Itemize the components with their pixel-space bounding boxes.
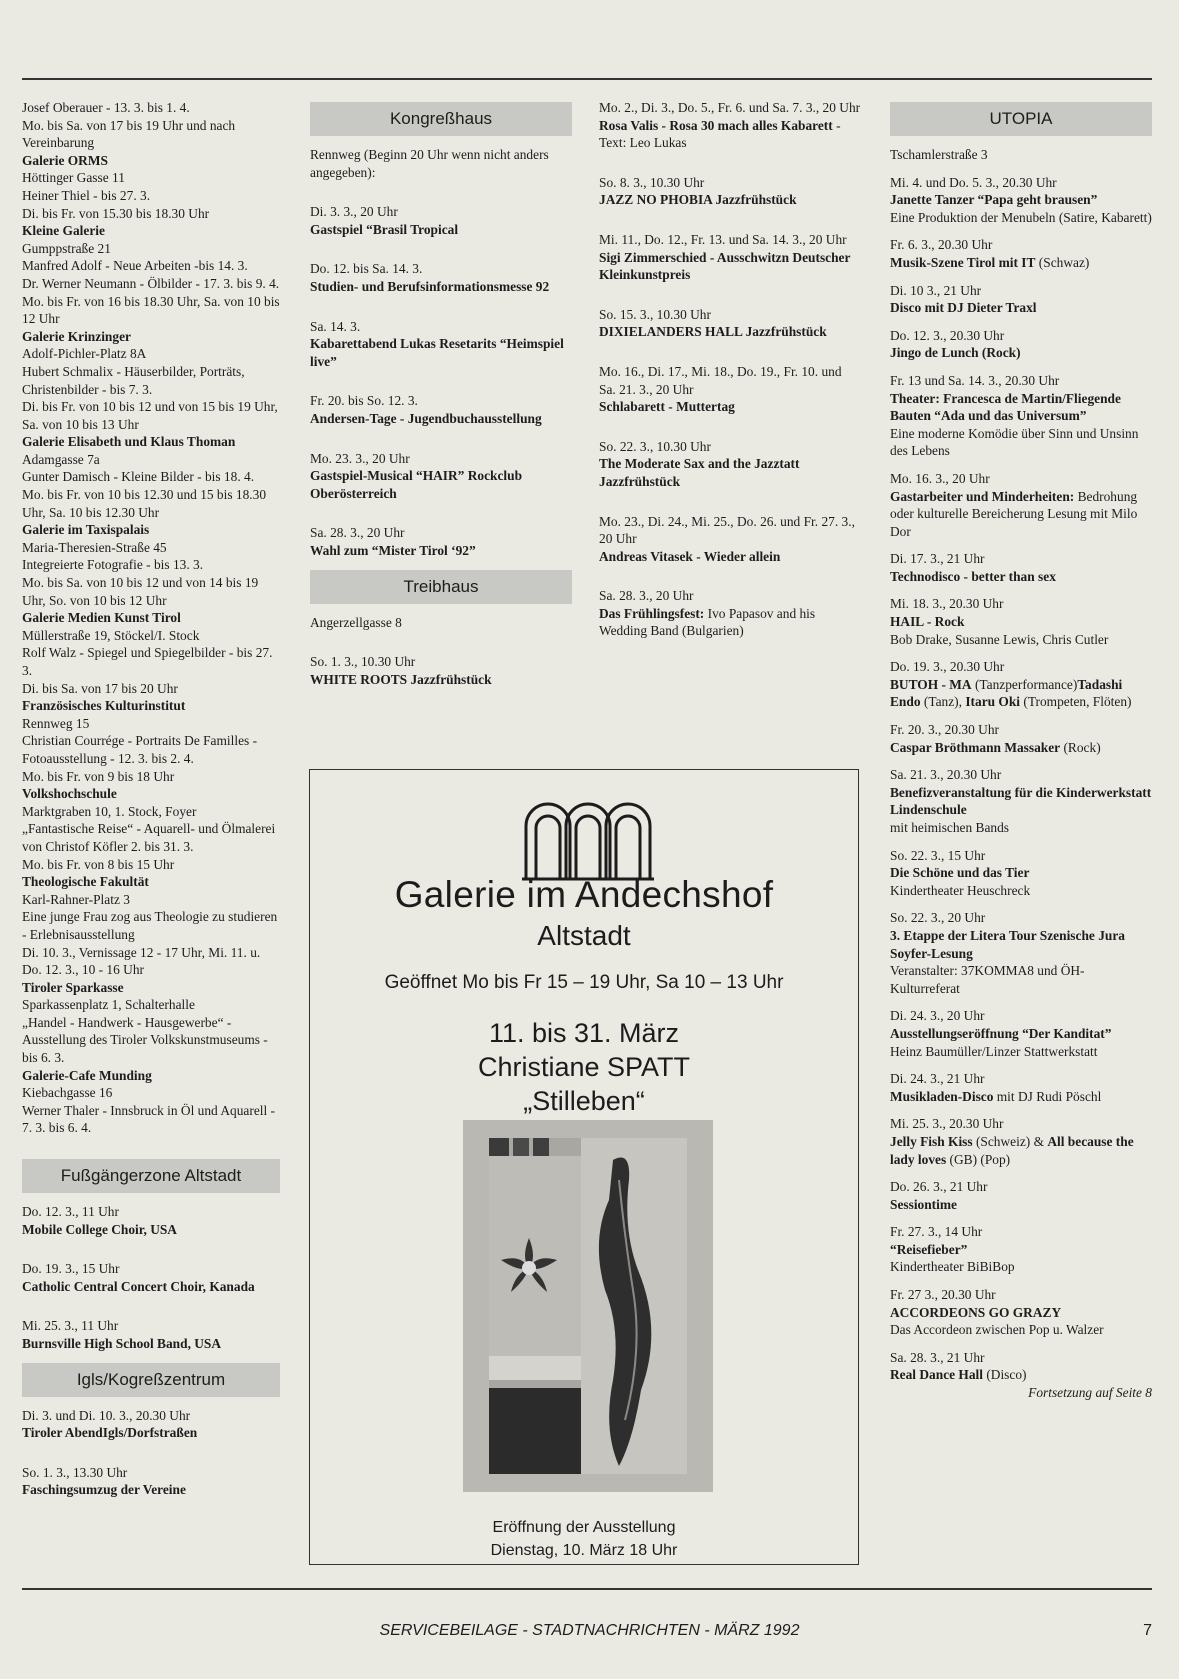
gallery-name: Galerie Krinzinger: [22, 328, 131, 344]
igls-event: [22, 1407, 280, 1442]
event-title-line: [890, 568, 1152, 586]
event-title: Sessiontime: [890, 1196, 957, 1212]
event-date: Do. 12. 3., 11 Uhr: [22, 1204, 119, 1220]
gallery-name: Galerie-Cafe Munding: [22, 1067, 152, 1083]
gallery-detail: Mo. bis Sa. von 17 bis 19 Uhr und nach Vereinbarung: [22, 117, 236, 151]
treibhaus-program-event: [599, 587, 861, 640]
arches-logo: [518, 786, 658, 882]
event-date: So. 22. 3., 15 Uhr: [890, 847, 986, 863]
event-title-line: [599, 117, 861, 152]
treibhaus-program-event: [599, 363, 861, 416]
gallery-detail: Adamgasse 7a: [22, 451, 100, 467]
event-title-line: [890, 390, 1152, 425]
event-note: - Text: Leo Lukas: [599, 117, 841, 151]
event-title-line: [890, 254, 1152, 272]
kongresshaus-event: [310, 318, 572, 371]
fussgaengerzone-events: [22, 1203, 280, 1353]
event-note: (Schweiz) &: [972, 1133, 1048, 1149]
event-date: Fr. 27 3., 20.30 Uhr: [890, 1287, 996, 1303]
section-header-igls: Igls/Kogreßzentrum: [22, 1363, 280, 1397]
ad-location: Altstadt: [537, 920, 631, 951]
event-date: So. 1. 3., 13.30 Uhr: [22, 1464, 128, 1480]
treibhaus-program-event: [599, 231, 861, 284]
event-note: (Rock): [1060, 739, 1101, 755]
event-title: Wahl zum “Mister Tirol ‘92”: [310, 542, 476, 558]
event-title-line: [890, 1366, 1152, 1384]
event-title: Sigi Zimmerschied - Ausschwitzn Deutscher Kleinkunstpreis: [599, 249, 851, 283]
gallery-detail: Rolf Walz - Spiegel und Spiegelbilder - bis 27. 3.: [22, 645, 273, 678]
event-title-line: [890, 739, 1152, 757]
event-date: Mo. 23. 3., 20 Uhr: [310, 450, 410, 466]
utopia-event: [890, 1286, 1152, 1339]
utopia-event: [890, 174, 1152, 227]
event-title: Tadashi Endo: [890, 676, 1123, 710]
event-title-line: [890, 927, 1152, 962]
event-title: Tiroler AbendIgls/Dorfstraßen: [22, 1425, 198, 1441]
event-date: Mi. 11., Do. 12., Fr. 13. und Sa. 14. 3., 20 Uhr: [599, 231, 847, 247]
gallery-detail: „Fantastische Reise“ - Aquarell- und Ölmalerei von Christof Köfler 2. bis 31. 3.: [22, 821, 276, 854]
ad-opening-label: Eröffnung der Ausstellung: [492, 1519, 676, 1536]
event-title-line: [890, 676, 1152, 711]
kongresshaus-event: [310, 524, 572, 559]
event-date: Fr. 20. bis So. 12. 3.: [310, 393, 418, 409]
gallery-detail: Mo. bis Fr. von 9 bis 18 Uhr: [22, 768, 175, 784]
event-title-line: [599, 191, 861, 209]
event-title-line: [890, 864, 1152, 882]
gallery-detail: Di. 10. 3., Vernissage 12 - 17 Uhr, Mi. 11. u. Do. 12. 3., 10 - 16 Uhr: [22, 944, 261, 978]
event-note: mit DJ Rudi Pöschl: [993, 1088, 1102, 1104]
event-title: Ausstellungseröffnung “Der Kanditat”: [890, 1025, 1112, 1041]
treibhaus-program-event: [599, 99, 861, 152]
artwork-image: [463, 1120, 713, 1492]
event-title: HAIL - Rock: [890, 614, 965, 630]
gallery-name: Galerie Elisabeth und Klaus Thoman: [22, 434, 236, 450]
event-description: Kindertheater BiBiBop: [890, 1259, 1015, 1275]
event-title: Disco mit DJ Dieter Traxl: [890, 300, 1037, 316]
treibhaus-address: Angerzellgasse 8: [310, 614, 402, 630]
event-date: So. 22. 3., 10.30 Uhr: [599, 438, 711, 454]
treibhaus-event: [310, 653, 572, 688]
event-date: Do. 12. bis Sa. 14. 3.: [310, 261, 423, 277]
page-number: 7: [1143, 1622, 1152, 1639]
utopia-event: [890, 1178, 1152, 1213]
event-date: Fr. 13 und Sa. 14. 3., 20.30 Uhr: [890, 372, 1060, 388]
treibhaus-program-event: [599, 306, 861, 341]
event-date: Mo. 2., Di. 3., Do. 5., Fr. 6. und Sa. 7. 3., 20 Uhr: [599, 100, 861, 115]
fussgaengerzone-event: [22, 1260, 280, 1295]
gallery-detail: Mo. bis Fr. von 16 bis 18.30 Uhr, Sa. von 10 bis 12 Uhr: [22, 293, 280, 327]
gallery-detail: Hubert Schmalix - Häuserbilder, Porträts, Christenbilder - bis 7. 3.: [22, 363, 245, 397]
gallery-detail: Mo. bis Sa. von 10 bis 12 und von 14 bis 19 Uhr, So. von 10 bis 12 Uhr: [22, 575, 259, 608]
event-date: Mo. 16., Di. 17., Mi. 18., Do. 19., Fr. 10. und Sa. 21. 3., 20 Uhr: [599, 363, 842, 397]
event-title: Technodisco - better than sex: [890, 568, 1056, 584]
event-title: Catholic Central Concert Choir, Kanada: [22, 1278, 255, 1294]
event-date: Do. 26. 3., 21 Uhr: [890, 1179, 988, 1195]
ad-artist: Christiane SPATT: [477, 1052, 691, 1082]
event-title: Jelly Fish Kiss: [890, 1133, 973, 1149]
event-date: So. 8. 3., 10.30 Uhr: [599, 174, 705, 190]
utopia-event: [890, 236, 1152, 271]
gallery-detail: Kiebachgasse 16: [22, 1085, 113, 1101]
event-title-line: [890, 1133, 1152, 1168]
event-title: Theater: Francesca de Martin/Fliegende Bauten “Ada und das Universum”: [890, 390, 1121, 424]
gallery-detail: Di. bis Fr. von 15.30 bis 18.30 Uhr: [22, 205, 210, 221]
gallery-detail: Karl-Rahner-Platz 3: [22, 891, 130, 907]
event-date: Do. 19. 3., 20.30 Uhr: [890, 659, 1005, 675]
event-title-line: [599, 548, 861, 566]
event-title: Andersen-Tage - Jugendbuchausstellung: [310, 410, 542, 426]
gallery-advertisement: [309, 769, 859, 1565]
event-title-line: [599, 605, 861, 640]
kongresshaus-event: [310, 450, 572, 503]
event-title-line: [890, 191, 1152, 209]
section-header-kongresshaus: Kongreßhaus: [310, 102, 572, 136]
utopia-event: [890, 327, 1152, 362]
event-description: Bob Drake, Susanne Lewis, Chris Cutler: [890, 631, 1109, 647]
utopia-event: [890, 282, 1152, 317]
event-title-line: [890, 1088, 1152, 1106]
event-date: Di. 24. 3., 20 Uhr: [890, 1008, 985, 1024]
event-description: Das Accordeon zwischen Pop u. Walzer: [890, 1322, 1104, 1338]
event-date: Di. 24. 3., 21 Uhr: [890, 1071, 985, 1087]
utopia-event: [890, 595, 1152, 648]
gallery-name: Galerie Medien Kunst Tirol: [22, 610, 181, 626]
section-header-fussgaengerzone: Fußgängerzone Altstadt: [22, 1159, 280, 1193]
event-note: (Trompeten, Flöten): [1020, 694, 1132, 710]
gallery-detail: Maria-Theresien-Straße 45: [22, 539, 167, 555]
event-title: Benefizveranstaltung für die Kinderwerkstatt Lindenschule: [890, 784, 1152, 818]
event-title: “Reisefieber”: [890, 1241, 968, 1257]
event-date: Fr. 20. 3., 20.30 Uhr: [890, 722, 999, 738]
event-title-line: [890, 1196, 1152, 1214]
gallery-detail: Di. bis Fr. von 10 bis 12 und von 15 bis 19 Uhr, Sa. von 10 bis 13 Uhr: [22, 399, 278, 432]
utopia-event: [890, 721, 1152, 756]
event-description: Heinz Baumüller/Linzer Stattwerkstatt: [890, 1043, 1098, 1059]
event-description: Veranstalter: 37KOMMA8 und ÖH-Kulturreferat: [890, 963, 1085, 996]
event-title: DIXIELANDERS HALL Jazzfrühstück: [599, 324, 827, 340]
event-date: Sa. 28. 3., 20 Uhr: [599, 588, 694, 604]
event-title: Musik-Szene Tirol mit IT: [890, 254, 1036, 270]
gallery-detail: Eine junge Frau zog aus Theologie zu studieren - Erlebnisausstellung: [22, 909, 278, 942]
treibhaus-program-event: [599, 174, 861, 209]
event-date: Di. 3. 3., 20 Uhr: [310, 204, 398, 220]
kongresshaus-event: [310, 392, 572, 427]
treibhaus-program-event: [599, 513, 861, 566]
event-title-line: [890, 613, 1152, 631]
event-title: Kabarettabend Lukas Resetarits “Heimspiel live”: [310, 336, 564, 369]
event-title-line: [890, 784, 1152, 819]
event-title: Mobile College Choir, USA: [22, 1221, 177, 1237]
gallery-detail: Di. bis Sa. von 17 bis 20 Uhr: [22, 680, 178, 696]
column-utopia: [890, 102, 1152, 1402]
page-footer: SERVICEBEILAGE - STADTNACHRICHTEN - MÄRZ 1992: [379, 1622, 800, 1639]
utopia-event: [890, 847, 1152, 900]
utopia-event: [890, 1223, 1152, 1276]
gallery-name: Theologische Fakultät: [22, 874, 149, 890]
event-note: Ivo Papasov and his Wedding Band (Bulgarien): [599, 605, 816, 639]
event-date: Fr. 27. 3., 14 Uhr: [890, 1224, 983, 1240]
event-title: The Moderate Sax and the Jazztatt Jazzfrühstück: [599, 456, 800, 489]
utopia-event: [890, 1070, 1152, 1105]
event-title: Andreas Vitasek - Wieder allein: [599, 548, 781, 564]
event-title: All because the lady loves: [890, 1133, 1134, 1167]
gallery-detail: Integreierte Fotografie - bis 13. 3.: [22, 557, 204, 573]
treibhaus-program: [599, 99, 861, 640]
ad-gallery-name: Galerie im Andechshof: [394, 874, 774, 915]
event-title: Gastspiel “Brasil Tropical: [310, 221, 459, 237]
gallery-detail: Werner Thaler - Innsbruck in Öl und Aquarell - 7. 3. bis 6. 4.: [22, 1102, 276, 1136]
event-title: Burnsville High School Band, USA: [22, 1336, 222, 1351]
utopia-event: [890, 1115, 1152, 1168]
event-title-line: [599, 455, 861, 490]
gallery-detail: Josef Oberauer - 13. 3. bis 1. 4.: [22, 100, 190, 115]
event-title: Musikladen-Disco: [890, 1088, 994, 1104]
event-title: WHITE ROOTS Jazzfrühstück: [310, 671, 492, 687]
event-date: Sa. 28. 3., 21 Uhr: [890, 1349, 985, 1365]
gallery-name: Galerie im Taxispalais: [22, 522, 150, 538]
gallery-detail: Dr. Werner Neumann - Ölbilder - 17. 3. bis 9. 4.: [22, 275, 280, 291]
column-treibhaus-continued: [599, 99, 861, 640]
event-note: (Tanzperformance): [971, 676, 1078, 692]
ad-date-range: 11. bis 31. März: [488, 1018, 680, 1048]
event-title: Janette Tanzer “Papa geht brausen”: [890, 192, 1098, 208]
gallery-detail: Heiner Thiel - bis 27. 3.: [22, 187, 151, 203]
event-title: ACCORDEONS GO GRAZY: [890, 1304, 1062, 1320]
event-date: Mo. 23., Di. 24., Mi. 25., Do. 26. und Fr. 27. 3., 20 Uhr: [599, 513, 855, 547]
event-title-line: [599, 323, 861, 341]
event-title: Schlabarett - Muttertag: [599, 399, 735, 415]
event-date: Mo. 16. 3., 20 Uhr: [890, 470, 990, 486]
kongresshaus-event: [310, 203, 572, 238]
event-title: Rosa Valis - Rosa 30 mach alles Kabarett: [599, 117, 833, 133]
gallery-detail: Gunter Damisch - Kleine Bilder - bis 18. 4.: [22, 469, 255, 485]
treibhaus-program-event: [599, 438, 861, 491]
utopia-event: [890, 909, 1152, 997]
gallery-detail: Mo. bis Fr. von 8 bis 15 Uhr: [22, 856, 175, 872]
event-title-line: [890, 488, 1152, 541]
ad-opening-date: Dienstag, 10. März 18 Uhr: [490, 1542, 678, 1559]
utopia-event: [890, 1349, 1152, 1384]
gallery-name: Tiroler Sparkasse: [22, 979, 124, 995]
event-date: Sa. 14. 3.: [310, 318, 361, 334]
section-header-utopia: UTOPIA: [890, 102, 1152, 136]
igls-event: [22, 1464, 280, 1499]
event-title: Gastarbeiter und Minderheiten:: [890, 488, 1075, 504]
event-title: Studien- und Berufsinformationsmesse 92: [310, 278, 550, 294]
gallery-name: Galerie ORMS: [22, 152, 108, 168]
event-description: Kindertheater Heuschreck: [890, 882, 1031, 898]
event-title: BUTOH - MA: [890, 676, 972, 692]
treibhaus-events: [310, 631, 572, 688]
gallery-detail: Höttinger Gasse 11: [22, 170, 125, 186]
kongresshaus-events: [310, 181, 572, 559]
continued-note: Fortsetzung auf Seite 8: [1028, 1385, 1152, 1401]
gallery-detail: „Handel - Handwerk - Hausgewerbe“ - Ausstellung des Tiroler Volkskunstmuseums - bis 6. 3.: [22, 1014, 268, 1066]
fussgaengerzone-event: [22, 1203, 280, 1238]
gallery-name: Kleine Galerie: [22, 223, 105, 239]
event-date: Do. 19. 3., 15 Uhr: [22, 1261, 120, 1277]
utopia-events: [890, 164, 1152, 1384]
event-date: Sa. 28. 3., 20 Uhr: [310, 525, 405, 541]
event-date: Do. 12. 3., 20.30 Uhr: [890, 327, 1005, 343]
event-title: Gastspiel-Musical “HAIR” Rockclub Oberösterreich: [310, 468, 523, 501]
event-title-line: [890, 1025, 1152, 1043]
event-description: mit heimischen Bands: [890, 820, 1010, 835]
gallery-list: [22, 99, 280, 1137]
column-galleries: [22, 99, 280, 1499]
kongresshaus-event: [310, 260, 572, 295]
gallery-detail: Manfred Adolf - Neue Arbeiten -bis 14. 3.: [22, 258, 248, 274]
gallery-detail: Adolf-Pichler-Platz 8A: [22, 346, 147, 362]
gallery-detail: Rennweg 15: [22, 715, 90, 731]
event-date: Mi. 25. 3., 11 Uhr: [22, 1318, 119, 1334]
event-note: (Schwaz): [1035, 254, 1090, 270]
event-date: Di. 10 3., 21 Uhr: [890, 282, 982, 298]
event-note: Bedrohung oder kulturelle Bereicherung Lesung mit Milo Dor: [890, 488, 1138, 539]
event-date: Sa. 21. 3., 20.30 Uhr: [890, 767, 1002, 783]
event-description: Eine moderne Komödie über Sinn und Unsinn des Lebens: [890, 425, 1139, 459]
gallery-detail: Müllerstraße 19, Stöckel/I. Stock: [22, 627, 200, 643]
utopia-event: [890, 1007, 1152, 1060]
utopia-address: Tschamlerstraße 3: [890, 147, 988, 162]
event-title-line: [599, 398, 861, 416]
gallery-detail: Sparkassenplatz 1, Schalterhalle: [22, 997, 195, 1013]
column-kongresshaus: [310, 102, 572, 688]
event-description: Eine Produktion der Menubeln (Satire, Kabarett): [890, 209, 1152, 225]
event-title: Die Schöne und das Tier: [890, 865, 1030, 881]
event-date: So. 22. 3., 20 Uhr: [890, 910, 986, 926]
ad-work-title: „Stilleben“: [523, 1086, 645, 1116]
event-title: Jingo de Lunch (Rock): [890, 345, 1021, 361]
gallery-name: Französisches Kulturinstitut: [22, 698, 186, 714]
event-date: Mi. 25. 3., 20.30 Uhr: [890, 1116, 1004, 1132]
event-date: Di. 3. und Di. 10. 3., 20.30 Uhr: [22, 1407, 191, 1423]
event-title: Real Dance Hall: [890, 1367, 983, 1383]
event-note: (Disco): [982, 1367, 1027, 1383]
event-title: Caspar Bröthmann Massaker: [890, 739, 1061, 755]
event-title-line: [599, 249, 861, 284]
gallery-name: Volkshochschule: [22, 786, 117, 802]
utopia-event: [890, 470, 1152, 540]
event-title-line: [890, 1304, 1152, 1322]
gallery-detail: Marktgraben 10, 1. Stock, Foyer: [22, 803, 197, 819]
event-note: (GB) (Pop): [946, 1151, 1011, 1167]
igls-events: [22, 1407, 280, 1499]
fussgaengerzone-event: [22, 1317, 280, 1352]
event-date: So. 15. 3., 10.30 Uhr: [599, 306, 711, 322]
event-date: Mi. 4. und Do. 5. 3., 20.30 Uhr: [890, 174, 1057, 190]
event-date: Mi. 18. 3., 20.30 Uhr: [890, 596, 1004, 612]
event-date: So. 1. 3., 10.30 Uhr: [310, 654, 416, 670]
event-date: Fr. 6. 3., 20.30 Uhr: [890, 237, 993, 253]
event-note: (Tanz),: [920, 694, 966, 710]
gallery-detail: Gumppstraße 21: [22, 240, 111, 256]
section-header-treibhaus: Treibhaus: [310, 570, 572, 604]
event-title: JAZZ NO PHOBIA Jazzfrühstück: [599, 192, 797, 208]
gallery-detail: Christian Courrége - Portraits De Familles - Fotoausstellung - 12. 3. bis 2. 4.: [22, 733, 258, 766]
utopia-event: [890, 550, 1152, 585]
utopia-event: [890, 658, 1152, 711]
event-title-line: [890, 299, 1152, 317]
gallery-detail: Mo. bis Fr. von 10 bis 12.30 und 15 bis 18.30 Uhr, Sa. 10 bis 12.30 Uhr: [22, 487, 267, 520]
event-date: Di. 17. 3., 21 Uhr: [890, 551, 985, 567]
kongresshaus-intro: Rennweg (Beginn 20 Uhr wenn nicht anders angegeben):: [310, 147, 549, 180]
event-title-line: [890, 344, 1152, 362]
bottom-rule: [22, 1588, 1152, 1590]
event-title: Das Frühlingsfest:: [599, 605, 705, 621]
event-title: Faschingsumzug der Vereine: [22, 1482, 186, 1498]
ad-opening-hours: Geöffnet Mo bis Fr 15 – 19 Uhr, Sa 10 – 13 Uhr: [384, 972, 784, 993]
event-title-line: [890, 1241, 1152, 1259]
top-rule: [22, 78, 1152, 80]
event-title: 3. Etappe der Litera Tour Szenische Jura Soyfer-Lesung: [890, 927, 1125, 961]
utopia-event: [890, 372, 1152, 460]
utopia-event: [890, 766, 1152, 836]
event-title: Itaru Oki: [965, 694, 1021, 710]
